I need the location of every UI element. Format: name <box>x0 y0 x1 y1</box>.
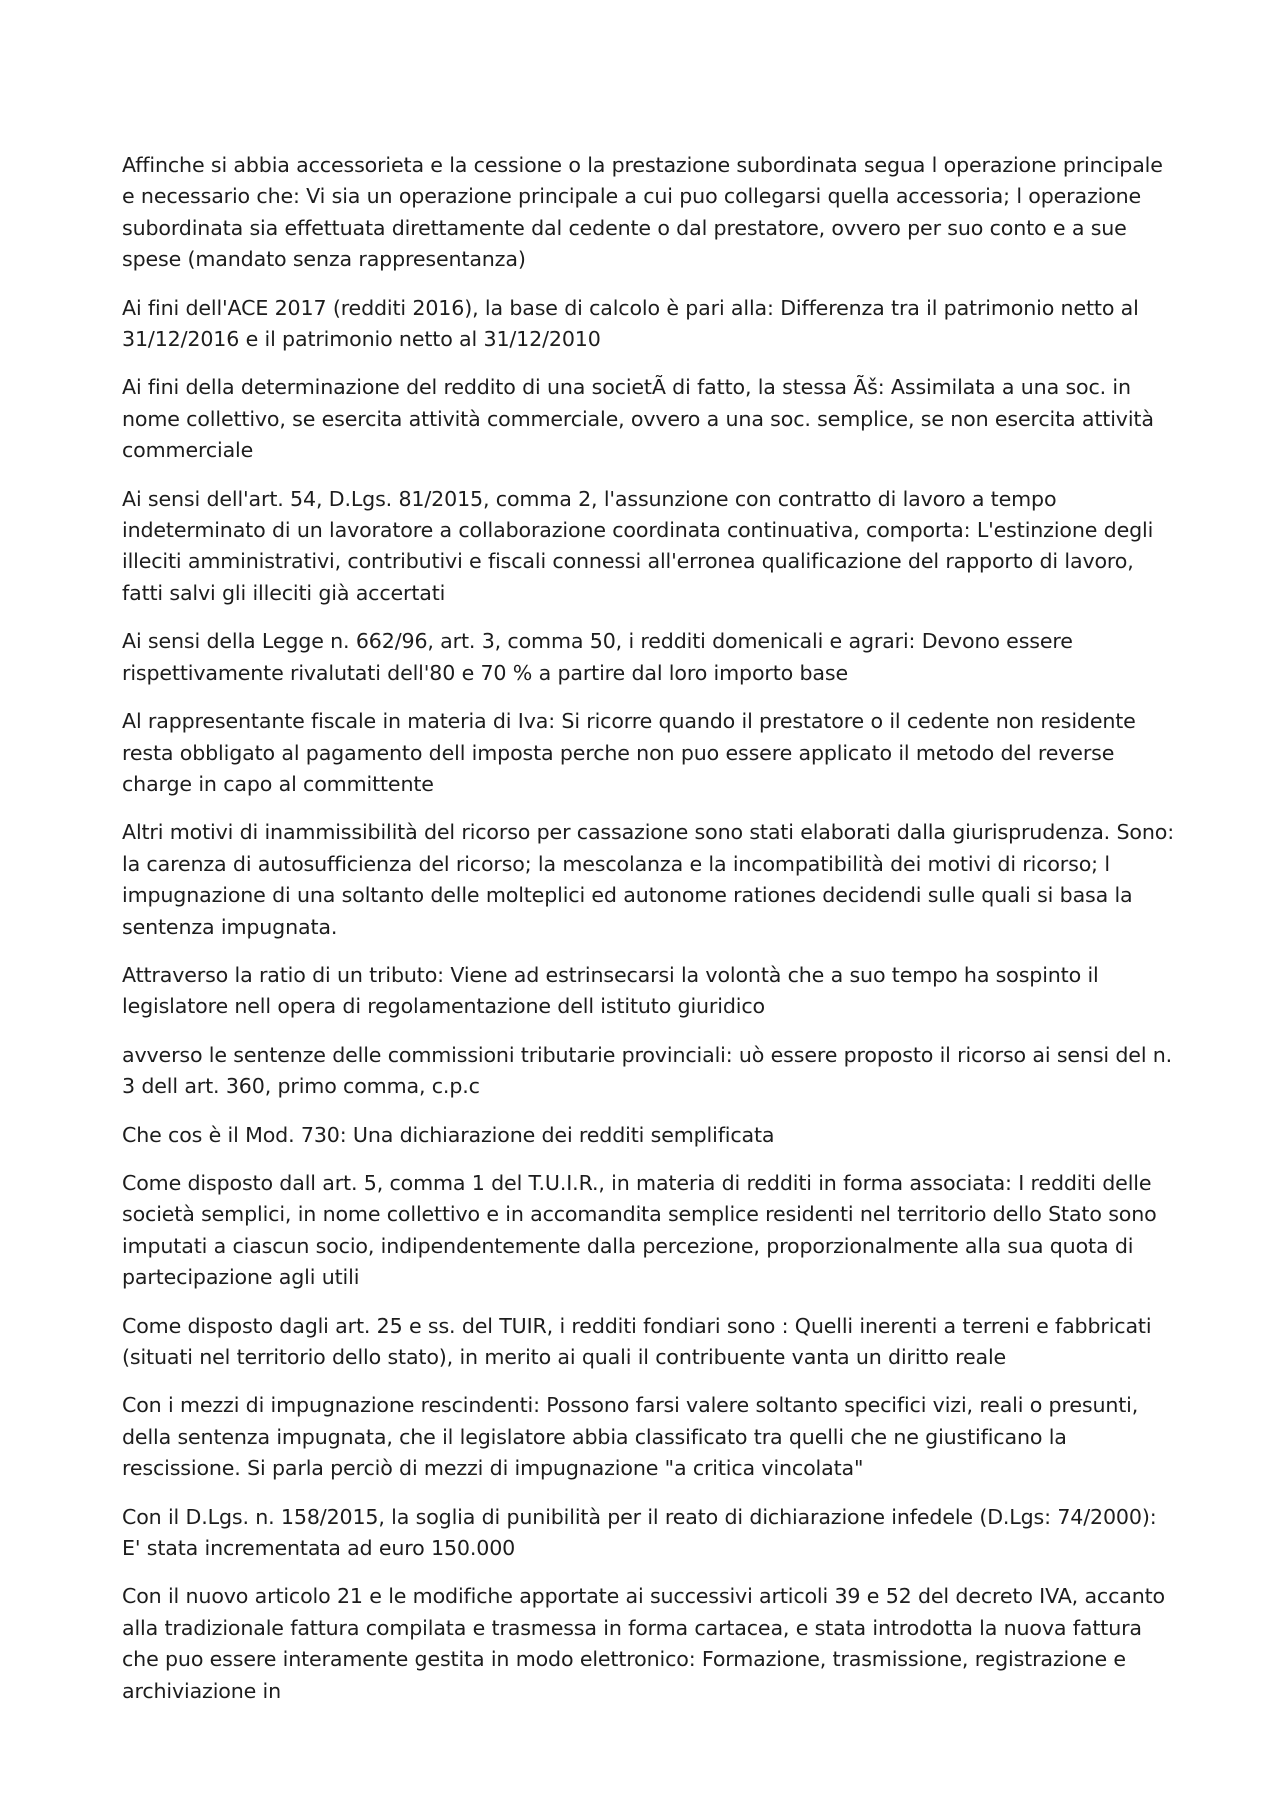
paragraph-fattura-elettronica: Con il nuovo articolo 21 e le modifiche apportate ai successivi articoli 39 e 52 del decreto IVA, accanto alla tradizionale fattura compilata e trasmessa in forma cartacea, e stata introdotta la nuova fattura che puo essere interamente gestita in modo elettronico: Formazione, trasmissione, registrazione e archiviazione in <box>122 1584 1166 1703</box>
document-body <box>122 150 1176 1724</box>
paragraph-accessorieta: Affinche si abbia accessorieta e la cessione o la prestazione subordinata segua l operazione principale e necessario che: Vi sia un operazione principale a cui puo collegarsi quella accessoria; l operazione subordinata sia effettuata direttamente dal cedente o dal prestatore, ovvero per suo conto e a sue spese (mandato senza rappresentanza) <box>122 153 1163 272</box>
paragraph-mezzi-rescindenti: Con i mezzi di impugnazione rescindenti: Possono farsi valere soltanto specifici vizi, reali o presunti, della sentenza impugnata, che il legislatore abbia classificato tra quelli che ne giustificano la rescissione. Si parla perciò di mezzi di impugnazione "a critica vincolata" <box>122 1393 1139 1481</box>
paragraph-art-54-dlgs-81-2015: Ai sensi dell'art. 54, D.Lgs. 81/2015, comma 2, l'assunzione con contratto di lavoro a tempo indeterminato di un lavoratore a collaborazione coordinata continuativa, comporta: L'estinzione degli illeciti amministrativi, contributivi e fiscali connessi all'erronea qualificazione del rapporto di lavoro, fatti salvi gli illeciti già accertati <box>122 486 1154 605</box>
paragraph-redditi-fondiari: Come disposto dagli art. 25 e ss. del TUIR, i redditi fondiari sono : Quelli inerenti a terreni e fabbricati (situati nel territorio dello stato), in merito ai quali il contribuente vanta un diritto reale <box>122 1313 1152 1369</box>
paragraph-dlgs-158-2015: Con il D.Lgs. n. 158/2015, la soglia di punibilità per il reato di dichiarazione infedele (D.Lgs: 74/2000): E' stata incrementata ad euro 150.000 <box>122 1504 1157 1561</box>
paragraph-legge-662-96: Ai sensi della Legge n. 662/96, art. 3, comma 50, i redditi domenicali e agrari: Devono essere rispettivamente rivalutati dell'80 e 70 % a partire dal loro importo base <box>122 629 1073 685</box>
paragraph-sentenze-commissioni: avverso le sentenze delle commissioni tributarie provinciali: uò essere proposto il ricorso ai sensi del n. 3 dell art. 360, primo comma, c.p.c <box>122 1042 1173 1099</box>
paragraph-art-5-tuir: Come disposto dall art. 5, comma 1 del T.U.I.R., in materia di redditi in forma associata: I redditi delle società semplici, in nome collettivo e in accomandita semplice residenti nel territorio dello Stato sono imputati a ciascun socio, indipendentemente dalla percezione, proporzionalmente alla sua quota di partecipazione agli utili <box>122 1170 1157 1290</box>
paragraph-societa-di-fatto: Ai fini della determinazione del reddito di una societÃ di fatto, la stessa Ãš: Assimilata a una soc. in nome collettivo, se esercita attività commerciale, ovvero a una soc. semplice, se non esercita attività commerciale <box>122 375 1154 463</box>
paragraph-rappresentante-fiscale: Al rappresentante fiscale in materia di Iva: Si ricorre quando il prestatore o il cedente non residente resta obbligato al pagamento dell imposta perche non puo essere applicato il metodo del reverse charge in capo al committente <box>122 709 1136 796</box>
paragraph-mod-730: Che cos è il Mod. 730: Una dichiarazione dei redditi semplificata <box>122 1122 775 1147</box>
paragraph-inammissibilita-ricorso: Altri motivi di inammissibilità del ricorso per cassazione sono stati elaborati dalla giurisprudenza. Sono: la carenza di autosufficienza del ricorso; la mescolanza e la incompatibilità dei motivi di ricorso; l impugnazione di una soltanto delle molteplici ed autonome rationes decidendi sulle quali si basa la sentenza impugnata. <box>122 820 1174 939</box>
paragraph-ace-2017: Ai fini dell'ACE 2017 (redditi 2016), la base di calcolo è pari alla: Differenza tra il patrimonio netto al 31/12/2016 e il patrimonio netto al 31/12/2010 <box>122 295 1139 352</box>
paragraph-ratio-tributo: Attraverso la ratio di un tributo: Viene ad estrinsecarsi la volontà che a suo tempo ha sospinto il legislatore nell opera di regolamentazione dell istituto giuridico <box>122 962 1099 1019</box>
